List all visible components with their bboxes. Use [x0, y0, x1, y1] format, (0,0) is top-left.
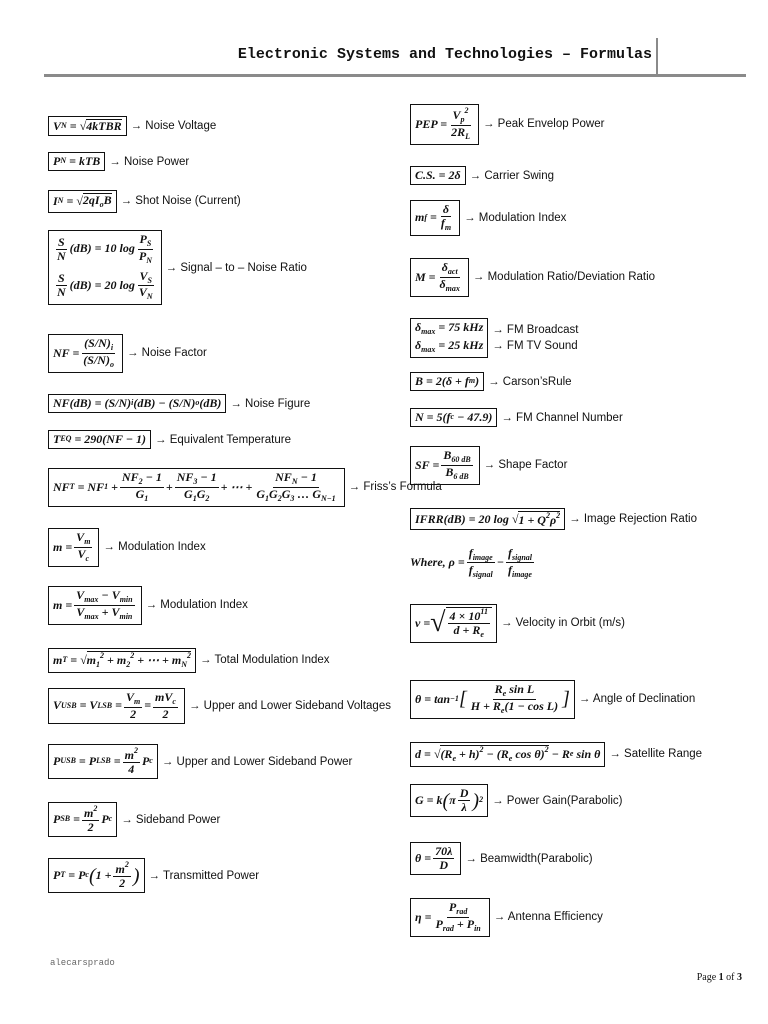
formula-box: P SB = $m^2$ 2 P c: [48, 802, 117, 837]
formula-box: V USB = V LSB = $V_m$ 2 = $mV_c$ 2: [48, 688, 185, 724]
formula-shot-noise: [48, 190, 241, 213]
formula-sideband-p: [48, 744, 352, 779]
page-of: of: [726, 972, 735, 983]
formula-box: G = k ( π D λ ) 2: [410, 784, 488, 817]
formula-box: m T = √ $m_1^2 + m_2^2$ + ⋯ + $m_N^2$: [48, 648, 196, 673]
formula-box: IFRR(dB) = 20 log √ $1 + Q^2\rho^2$: [410, 508, 565, 530]
formula-label: → Friss’s Formula: [348, 481, 442, 494]
header-rule: [44, 74, 746, 77]
formula-snr: [48, 230, 307, 305]
page-total: 3: [737, 972, 742, 983]
formula-label: → Antenna Efficiency: [493, 911, 603, 924]
formula-label: → Noise Factor: [126, 347, 207, 360]
formula-box: SF = $B_{60 dB}$ $B_{6 dB}$: [410, 446, 480, 485]
formula-label: → Total Modulation Index: [199, 654, 330, 667]
formula-box: m = $V_{max} - V_{min}$ $V_{max} + V_{min}$: [48, 586, 142, 625]
formula-box: $\frac{S}{N}$ (dB) = 10 log $\frac{P_S}{P_N}$ $\frac{S}{N}$ (dB) = 20 log $\frac{V_S}{V_N}$: [48, 230, 162, 305]
formula-noise-figure: [48, 394, 310, 413]
formula-mf: [410, 200, 566, 236]
formula-mod-index-1: [48, 528, 206, 567]
formula-mod-index-2: [48, 586, 248, 625]
formula-box: PEP = $V_p^2$ $2R_L$: [410, 104, 479, 145]
formula-box: P USB = P LSB = $m^2$ 4 P c: [48, 744, 158, 779]
formula-box: NF(dB) = (S/N) i (dB) − (S/N) o (dB): [48, 394, 226, 413]
formula-label: → Peak Envelop Power: [482, 118, 605, 131]
formula-noise-factor: [48, 334, 207, 373]
formula-friss: [48, 468, 442, 507]
formula-label: → Upper and Lower Sideband Voltages: [188, 699, 391, 712]
formula-eq-temp: [48, 430, 291, 449]
formula-velocity: [410, 604, 625, 643]
formula-declination: [410, 680, 695, 719]
formula-label: → Satellite Range: [609, 748, 703, 761]
formula-box: V N = √ 4kTBR: [48, 116, 127, 136]
formula-label: → Shot Noise (Current): [120, 195, 241, 208]
formula-box: C.S. = 2δ: [410, 166, 466, 185]
formula-box: B = 2(δ + f m ): [410, 372, 484, 391]
formula-box: T EQ = 290(NF − 1): [48, 430, 151, 449]
formula-label: → Shape Factor: [483, 459, 568, 472]
formula-label: → FM Channel Number: [501, 411, 623, 424]
formula-beamwidth: [410, 842, 593, 875]
formula-where-rho: [410, 546, 536, 579]
formula-label: → Noise Figure: [230, 397, 311, 410]
formula-box: NF T = NF 1 + $NF_2 - 1$ $G_1$ + $NF_3 - 1$ $G_1G_2$ + ⋯ + $NF_N - 1$ $G_1G_2G_3$ … $G_{N-1}$: [48, 468, 345, 507]
header-vertical-rule: [656, 38, 658, 76]
author-footer: alecarsprado: [50, 958, 115, 968]
formula-pep: [410, 104, 604, 145]
formula-label: → Noise Power: [109, 155, 190, 168]
formula-carson: [410, 372, 572, 391]
page-current: 1: [718, 972, 724, 983]
formula-sat-range: [410, 742, 702, 767]
formula-noise-voltage: [48, 116, 216, 136]
formula-label: → Carson’sRule: [488, 375, 572, 388]
formula-shape-factor: [410, 446, 567, 485]
formula-label: → Power Gain(Parabolic): [492, 794, 623, 807]
formula-label: → Noise Voltage: [130, 120, 217, 133]
formula-box: P N = kTB: [48, 152, 105, 171]
formula-box: m f = δ $f_m$: [410, 200, 460, 236]
formula-label: → Angle of Declination: [578, 693, 696, 706]
formula-total-mod: [48, 648, 330, 673]
formula-label: → FM TV Sound: [492, 339, 578, 352]
formula-power-gain: [410, 784, 622, 817]
formula-box: θ = 70λ D: [410, 842, 461, 875]
formula-sb-power: [48, 802, 220, 837]
formula-label: → Velocity in Orbit (m/s): [500, 617, 625, 630]
page-number: [697, 972, 742, 983]
formula-mod-ratio: [410, 258, 655, 297]
page-title: Electronic Systems and Technologies – Formulas: [237, 46, 652, 63]
formula-box: M = $\delta_{act}$ $\delta_{max}$: [410, 258, 469, 297]
formula-box: θ = tan −1 [ $R_e$ sin L $H + R_e(1 - \cos L)$ ]: [410, 680, 575, 719]
formula-box: NF = $(S/N)_i$ $(S/N)_o$: [48, 334, 123, 373]
formula-label: → Carrier Swing: [469, 169, 555, 182]
formula-box: I N = √ $2qI_oB$: [48, 190, 117, 213]
page-prefix: Page: [696, 972, 717, 983]
formula-label: → Modulation Ratio/Deviation Ratio: [472, 271, 656, 284]
formula-box: η = $P_{rad}$ $P_{rad} + P_{in}$: [410, 898, 490, 937]
formula-fm-deviation: [410, 318, 579, 358]
formula-box: $\delta_{max} = 75$ kHz $\delta_{max} = 25$ kHz: [410, 318, 488, 358]
formula-carrier-swing: [410, 166, 554, 185]
formula-label: → Equivalent Temperature: [155, 433, 291, 446]
formula-box: P T = P c ( 1 + $m^2$ 2 ): [48, 858, 145, 893]
formula-fm-channel: [410, 408, 623, 427]
formula-label: → Modulation Index: [103, 541, 206, 554]
formula-label: → Transmitted Power: [148, 869, 260, 882]
formula-label: → Image Rejection Ratio: [569, 513, 697, 526]
formula-text: Where, ρ = $f_{image}$ $f_{signal}$ − $f_{signal}$ $f_{image}$: [410, 546, 532, 579]
formula-label: → Signal – to – Noise Ratio: [165, 261, 307, 274]
formula-label: → Beamwidth(Parabolic): [465, 852, 593, 865]
formula-label: → Modulation Index: [464, 211, 567, 224]
formula-noise-power: [48, 152, 189, 171]
formula-antenna-eff: [410, 898, 603, 937]
formula-ifrr: [410, 508, 697, 530]
formula-label: → Modulation Index: [145, 599, 248, 612]
formula-label: → Sideband Power: [121, 813, 221, 826]
formula-box: N = 5(f c − 47.9): [410, 408, 497, 427]
formula-sideband-v: [48, 688, 391, 724]
formula-box: m = $V_m$ $V_c$: [48, 528, 99, 567]
formula-box: v = √ $4 \times 10^{11}$ $d + R_e$: [410, 604, 497, 643]
formula-label: → FM Broadcast: [492, 323, 579, 336]
formula-tx-power: [48, 858, 259, 893]
formula-label: → Upper and Lower Sideband Power: [161, 755, 353, 768]
formula-box: d = √ $(R_e + h)^2 - (R_e$ cos θ)$^2$ − R e sin θ: [410, 742, 605, 767]
